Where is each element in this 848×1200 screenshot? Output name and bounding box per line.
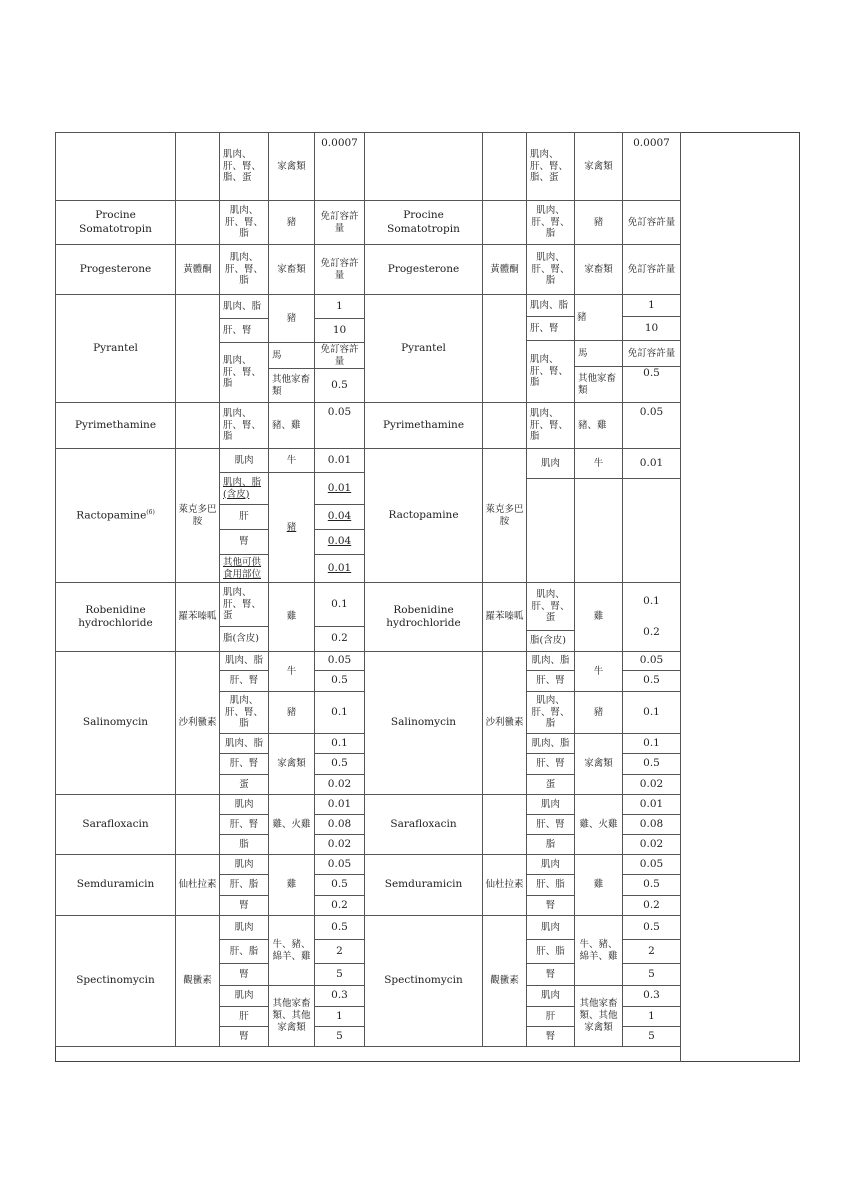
table-row xyxy=(56,245,365,295)
tissue-cell: 肌肉、肝、腎、脂、蛋 xyxy=(220,133,269,201)
mrl-cell: 0.1 xyxy=(623,734,681,754)
drug-name-cell: Ractopamine xyxy=(365,449,483,583)
drug-cn-cell xyxy=(176,133,220,201)
mrl-cell: 0.3 xyxy=(623,986,681,1007)
mrl-cell: 0.1 xyxy=(315,734,365,754)
mrl-cell: 0.02 xyxy=(315,835,365,855)
drug-name-cell: Progesterone xyxy=(56,245,176,295)
mrl-cell: 5 xyxy=(623,1027,681,1047)
drug-cn-cell xyxy=(176,201,220,245)
species-cell: 雞 xyxy=(269,583,315,652)
tissue-cell: 肌肉、肝、腎、脂 xyxy=(527,201,575,245)
drug-name-cell: Pyrimethamine xyxy=(365,403,483,449)
table-row xyxy=(56,916,365,940)
right-mrl-table xyxy=(364,132,681,1047)
mrl-cell: 2 xyxy=(315,940,365,964)
table-row xyxy=(56,795,365,815)
drug-name-cell: Spectinomycin xyxy=(365,916,483,1047)
mrl-cell: 免訂容許量 xyxy=(623,341,681,367)
drug-name-cell: Procine Somatotropin xyxy=(365,201,483,245)
mrl-cell: 免訂容許量 xyxy=(315,245,365,295)
tissue-cell: 肌肉 xyxy=(220,855,269,875)
tissue-cell: 肌肉、脂 xyxy=(527,734,575,754)
drug-name-cell: Procine Somatotropin xyxy=(56,201,176,245)
table-row xyxy=(56,295,365,319)
tissue-cell: 肝 xyxy=(527,1007,575,1027)
drug-name-cell: Pyrimethamine xyxy=(56,403,176,449)
mrl-cell: 0.0007 xyxy=(623,133,681,201)
species-cell: 雞 xyxy=(575,583,623,652)
drug-name-cell xyxy=(56,449,176,583)
mrl-cell: 0.05 xyxy=(315,855,365,875)
drug-cn-cell: 萊克多巴胺 xyxy=(176,449,220,583)
mrl-cell: 0.01 xyxy=(623,795,681,815)
tissue-cell: 肝、脂 xyxy=(220,875,269,896)
tissue-cell: 脂 xyxy=(220,835,269,855)
tissue-cell: 肌肉 xyxy=(220,916,269,940)
drug-name-cell: Progesterone xyxy=(365,245,483,295)
table-row xyxy=(56,855,365,875)
drug-name-cell: Semduramicin xyxy=(56,855,176,916)
mrl-cell: 0.05 xyxy=(623,403,681,449)
mrl-cell: 0.04 xyxy=(315,530,365,555)
species-cell: 豬 xyxy=(575,295,623,341)
mrl-cell: 0.08 xyxy=(623,815,681,835)
mrl-cell: 0.2 xyxy=(315,627,365,652)
mrl-cell: 0.1 xyxy=(623,692,681,734)
table-row xyxy=(365,449,681,479)
mrl-cell: 0.01 xyxy=(315,555,365,583)
tissue-cell: 肝 xyxy=(220,1007,269,1027)
table-row xyxy=(365,916,681,940)
mrl-cell: 0.02 xyxy=(623,835,681,855)
drug-cn-cell xyxy=(176,795,220,855)
species-cell: 雞 xyxy=(575,855,623,916)
mrl-cell: 0.02 xyxy=(315,775,365,795)
tissue-cell: 肌肉 xyxy=(220,986,269,1007)
species-cell: 豬 xyxy=(269,473,315,583)
table-row xyxy=(56,201,365,245)
mrl-cell: 0.5 xyxy=(623,916,681,940)
tissue-cell: 肌肉、脂 xyxy=(220,652,269,671)
table-row xyxy=(365,403,681,449)
tissue-cell: 肌肉、肝、腎、脂 xyxy=(527,245,575,295)
tissue-cell: 肌肉 xyxy=(527,855,575,875)
table-row xyxy=(365,201,681,245)
tissue-cell: 肌肉 xyxy=(527,986,575,1007)
mrl-cell: 0.01 xyxy=(315,473,365,505)
mrl-cell: 免訂容許量 xyxy=(315,201,365,245)
drug-name-cell: Spectinomycin xyxy=(56,916,176,1047)
tissue-cell: 腎 xyxy=(220,964,269,986)
tissue-cell: 肌肉、肝、腎、脂 xyxy=(220,403,269,449)
tissue-cell: 肌肉、肝、腎、蛋 xyxy=(527,583,575,631)
species-cell: 家禽類 xyxy=(575,133,623,201)
mrl-cell: 免訂容許量 xyxy=(623,245,681,295)
species-cell: 豬 xyxy=(575,692,623,734)
mrl-cell: 0.5 xyxy=(315,671,365,692)
species-cell: 雞、火雞 xyxy=(269,795,315,855)
mrl-cell: 5 xyxy=(623,964,681,986)
drug-cn-cell: 羅苯嗪呱 xyxy=(176,583,220,652)
drug-cn-cell: 萊克多巴胺 xyxy=(483,449,527,583)
mrl-value: 0.2 xyxy=(643,626,660,638)
drug-name-cell: Sarafloxacin xyxy=(365,795,483,855)
tissue-cell xyxy=(527,479,575,583)
species-cell: 家禽類 xyxy=(269,133,315,201)
drug-cn-cell xyxy=(483,795,527,855)
species-cell: 牛 xyxy=(575,652,623,692)
mrl-cell: 1 xyxy=(623,1007,681,1027)
tissue-cell: 肌肉、脂 xyxy=(527,652,575,671)
table-row xyxy=(56,449,365,473)
tissue-cell: 肝、脂 xyxy=(527,940,575,964)
drug-cn-cell: 羅苯嗪呱 xyxy=(483,583,527,652)
species-cell: 牛 xyxy=(269,449,315,473)
tissue-cell: 肝、腎 xyxy=(220,319,269,343)
mrl-cell: 0.2 xyxy=(623,896,681,916)
species-cell: 家畜類 xyxy=(269,245,315,295)
mrl-cell: 免訂容許量 xyxy=(315,343,365,369)
table-row xyxy=(56,403,365,449)
mrl-cell: 0.5 xyxy=(623,367,681,403)
mrl-cell: 0.1 xyxy=(315,692,365,734)
drug-cn-cell xyxy=(176,403,220,449)
drug-cn-cell: 仙杜拉素 xyxy=(176,855,220,916)
mrl-cell: 0.1 xyxy=(315,583,365,627)
mrl-cell: 0.5 xyxy=(315,916,365,940)
tissue-cell: 肝、腎 xyxy=(220,754,269,775)
drug-cn-cell xyxy=(483,403,527,449)
tissue-cell: 肌肉、肝、腎、脂 xyxy=(527,692,575,734)
drug-cn-cell: 黃體酮 xyxy=(483,245,527,295)
species-cell: 豬 xyxy=(575,201,623,245)
footnote-marker: (6) xyxy=(146,508,155,516)
table-row xyxy=(365,795,681,815)
tissue-cell: 其他可供食用部位 xyxy=(220,555,269,583)
tissue-cell: 肝、腎 xyxy=(220,815,269,835)
drug-name-cell: Salinomycin xyxy=(56,652,176,795)
drug-name-cell: Robenidine hydrochloride xyxy=(365,583,483,652)
drug-cn-cell: 觀黴素 xyxy=(176,916,220,1047)
tissue-cell: 肌肉 xyxy=(220,795,269,815)
drug-name-cell: Pyrantel xyxy=(365,295,483,403)
tissue-cell: 肝 xyxy=(220,505,269,530)
drug-name-cell: Robenidine hydrochloride xyxy=(56,583,176,652)
table-row xyxy=(56,583,365,627)
tissue-cell: 肌肉 xyxy=(527,916,575,940)
tissue-cell: 肝、脂 xyxy=(527,875,575,896)
species-cell: 豬、雞 xyxy=(575,403,623,449)
species-cell: 牛、豬、綿羊、雞 xyxy=(575,916,623,986)
species-cell: 豬、雞 xyxy=(269,403,315,449)
tissue-cell: 肌肉、肝、腎、蛋 xyxy=(220,583,269,627)
species-cell: 家畜類 xyxy=(575,245,623,295)
tissue-cell: 肌肉 xyxy=(527,795,575,815)
drug-name-cell xyxy=(56,133,176,201)
species-cell: 家禽類 xyxy=(269,734,315,795)
species-cell: 馬 xyxy=(269,343,315,369)
tissue-cell: 肌肉、脂(含皮) xyxy=(220,473,269,505)
species-cell: 雞、火雞 xyxy=(575,795,623,855)
tissue-cell: 蛋 xyxy=(220,775,269,795)
tissue-cell: 腎 xyxy=(527,1027,575,1047)
drug-cn-cell xyxy=(176,295,220,403)
species-cell: 其他家畜類 xyxy=(575,367,623,403)
tissue-cell: 蛋 xyxy=(527,775,575,795)
tissue-cell: 肝、腎 xyxy=(527,317,575,341)
mrl-cell: 0.2 xyxy=(315,896,365,916)
mrl-cell: 0.3 xyxy=(315,986,365,1007)
mrl-cell: 2 xyxy=(623,940,681,964)
drug-name-cell: Semduramicin xyxy=(365,855,483,916)
tissue-cell: 腎 xyxy=(220,896,269,916)
table-row xyxy=(365,245,681,295)
tissue-cell: 脂(含皮) xyxy=(220,627,269,652)
mrl-cell: 0.05 xyxy=(315,403,365,449)
tissue-cell: 肌肉、肝、腎、脂 xyxy=(220,201,269,245)
mrl-cell: 0.08 xyxy=(315,815,365,835)
tissue-cell: 肝、腎 xyxy=(527,671,575,692)
tissue-cell: 肌肉、脂 xyxy=(220,734,269,754)
mrl-cell: 0.01 xyxy=(315,449,365,473)
species-cell: 馬 xyxy=(575,341,623,367)
tissue-cell: 腎 xyxy=(527,896,575,916)
table-row xyxy=(56,652,365,671)
mrl-cell: 0.02 xyxy=(623,775,681,795)
mrl-cell: 0.5 xyxy=(315,754,365,775)
table-row xyxy=(365,583,681,631)
species-cell: 牛 xyxy=(269,652,315,692)
left-mrl-table xyxy=(55,132,365,1047)
tissue-cell: 肌肉、肝、腎、脂、蛋 xyxy=(527,133,575,201)
mrl-cell xyxy=(623,479,681,583)
drug-name-cell xyxy=(365,133,483,201)
mrl-cell: 1 xyxy=(315,295,365,319)
tissue-cell: 肌肉 xyxy=(527,449,575,479)
species-cell: 雞 xyxy=(269,855,315,916)
drug-cn-cell: 沙利黴素 xyxy=(483,652,527,795)
tissue-cell: 肝、腎 xyxy=(527,754,575,775)
species-cell: 豬 xyxy=(269,201,315,245)
drug-cn-cell xyxy=(483,295,527,403)
drug-name: Ractopamine xyxy=(76,509,147,522)
tissue-cell: 肝、腎 xyxy=(527,815,575,835)
tissue-cell: 肌肉、肝、腎、脂 xyxy=(220,343,269,403)
mrl-cell: 0.05 xyxy=(623,652,681,671)
mrl-value: 0.1 xyxy=(643,594,660,607)
species-cell: 其他家畜類、其他家禽類 xyxy=(575,986,623,1047)
species-cell: 牛 xyxy=(575,449,623,479)
species-cell: 其他家畜類 xyxy=(269,369,315,403)
mrl-cell: 0.0007 xyxy=(315,133,365,201)
species-cell: 豬 xyxy=(269,692,315,734)
species-cell: 牛、豬、綿羊、雞 xyxy=(269,916,315,986)
species-cell: 豬 xyxy=(269,295,315,343)
tissue-cell: 肌肉、肝、腎、脂 xyxy=(527,341,575,403)
mrl-cell: 0.01 xyxy=(315,795,365,815)
mrl-cell: 0.05 xyxy=(315,652,365,671)
drug-cn-cell xyxy=(483,133,527,201)
tissue-cell: 腎 xyxy=(220,530,269,555)
table-row xyxy=(365,295,681,317)
mrl-cell: 0.04 xyxy=(315,505,365,530)
mrl-cell: 5 xyxy=(315,964,365,986)
tissue-cell: 腎 xyxy=(527,964,575,986)
tissue-cell: 脂 xyxy=(527,835,575,855)
species-cell: 其他家畜類、其他家禽類 xyxy=(269,986,315,1047)
mrl-cell: 0.5 xyxy=(315,369,365,403)
tissue-cell: 肌肉、脂 xyxy=(220,295,269,319)
drug-name-cell: Salinomycin xyxy=(365,652,483,795)
table-row xyxy=(365,133,681,201)
mrl-cell: 0.01 xyxy=(623,449,681,479)
tissue-cell: 脂(含皮) xyxy=(527,631,575,652)
drug-cn-cell: 觀黴素 xyxy=(483,916,527,1047)
mrl-cell: 0.5 xyxy=(623,754,681,775)
mrl-cell: 0.5 xyxy=(623,671,681,692)
drug-cn-cell: 仙杜拉素 xyxy=(483,855,527,916)
tissue-cell: 腎 xyxy=(220,1027,269,1047)
mrl-cell: 10 xyxy=(315,319,365,343)
table-row xyxy=(56,133,365,201)
drug-cn-cell xyxy=(483,201,527,245)
species-cell: 家禽類 xyxy=(575,734,623,795)
mrl-cell: 0.5 xyxy=(315,875,365,896)
mrl-cell: 1 xyxy=(315,1007,365,1027)
drug-cn-cell: 沙利黴素 xyxy=(176,652,220,795)
drug-name-cell: Sarafloxacin xyxy=(56,795,176,855)
mrl-cell: 1 xyxy=(623,295,681,317)
mrl-cell: 0.5 xyxy=(623,875,681,896)
mrl-cell: 10 xyxy=(623,317,681,341)
table-row xyxy=(365,855,681,875)
tissue-cell: 肌肉、肝、腎、脂 xyxy=(220,245,269,295)
table-row xyxy=(365,652,681,671)
tissue-cell: 肝、腎 xyxy=(220,671,269,692)
mrl-cell: 5 xyxy=(315,1027,365,1047)
mrl-cell xyxy=(623,583,681,652)
mrl-cell: 免訂容許量 xyxy=(623,201,681,245)
tissue-cell: 肌肉、肝、腎、脂 xyxy=(220,692,269,734)
tissue-cell: 肌肉、脂 xyxy=(527,295,575,317)
tissue-cell: 肝、脂 xyxy=(220,940,269,964)
tissue-cell: 肌肉 xyxy=(220,449,269,473)
drug-name-cell: Pyrantel xyxy=(56,295,176,403)
species-cell xyxy=(575,479,623,583)
mrl-cell: 0.05 xyxy=(623,855,681,875)
tissue-cell: 肌肉、肝、腎、脂 xyxy=(527,403,575,449)
drug-cn-cell: 黃體酮 xyxy=(176,245,220,295)
